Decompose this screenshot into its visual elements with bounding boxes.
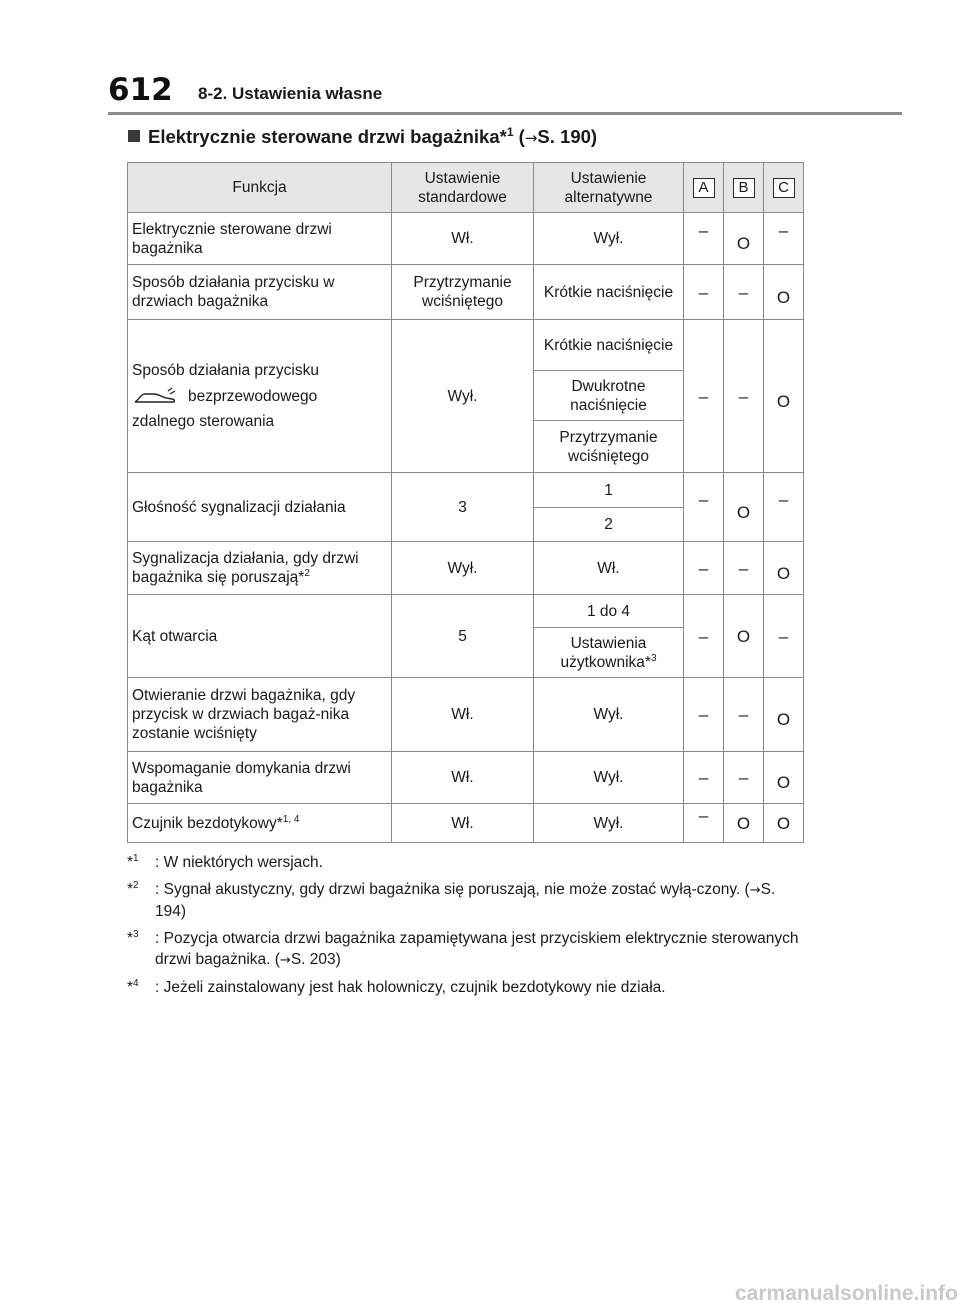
cell-b: [724, 473, 764, 542]
row-default: Wł.: [392, 752, 534, 804]
row-function-line: bezprzewodowego: [188, 387, 318, 405]
footnote-text: [155, 928, 803, 971]
header-default: Ustawienie standardowe: [392, 163, 534, 213]
row-default: Wł.: [392, 678, 534, 752]
cell-a: [684, 265, 724, 320]
row-function-text: Sygnalizacja działania, gdy drzwi bagażnika się poruszają*: [132, 550, 359, 586]
dash-mark: –: [778, 626, 789, 646]
cell-b: [724, 595, 764, 678]
cell-c: [764, 542, 804, 595]
header-col-a: [684, 163, 724, 213]
row-alternative: 1 do 4: [534, 595, 684, 628]
cell-a: [684, 678, 724, 752]
watermark: carmanualsonline.info: [735, 1282, 958, 1305]
row-function: Wspomaganie domykania drzwi bagażnika: [128, 752, 392, 804]
dash-mark: –: [698, 221, 709, 240]
section-page-ref: S. 190): [537, 126, 598, 147]
header-col-c: [764, 163, 804, 213]
cell-c: [764, 213, 804, 265]
row-function: [128, 320, 392, 473]
dash-mark: –: [778, 221, 789, 240]
cell-b: [724, 678, 764, 752]
dash-mark: –: [698, 768, 709, 787]
table-row: [128, 542, 804, 595]
table-row: [128, 320, 804, 371]
circle-mark: O: [776, 773, 791, 792]
footnote-number: 3: [133, 928, 139, 940]
section-ref-open: (: [513, 126, 525, 147]
circle-mark: O: [736, 502, 751, 522]
section-title-sup: 1: [506, 124, 514, 139]
circle-mark: O: [736, 234, 751, 253]
cell-b: [724, 752, 764, 804]
row-function-text: Czujnik bezdotykowy*: [132, 814, 283, 832]
footnote: [127, 879, 803, 922]
cell-a: [684, 542, 724, 595]
footnote: [127, 852, 803, 873]
row-function: Elektrycznie sterowane drzwi bagażnika: [128, 213, 392, 265]
page-number: 612: [108, 72, 173, 108]
row-default: 5: [392, 595, 534, 678]
row-alternative: 1: [534, 473, 684, 508]
table-row: [128, 752, 804, 804]
row-function: Kąt otwarcia: [128, 595, 392, 678]
header-function: Funkcja: [128, 163, 392, 213]
row-function: [128, 804, 392, 843]
dash-mark: –: [738, 386, 749, 406]
circle-mark: O: [776, 391, 791, 411]
footnote-text: : Jeżeli zainstalowany jest hak holowniczy, czujnik bezdotykowy nie działa.: [155, 979, 666, 996]
cell-c: [764, 752, 804, 804]
footnote-number: 2: [133, 879, 139, 891]
row-alternative-text: Ustawienia użytkownika*: [560, 634, 651, 671]
table-row: [128, 213, 804, 265]
dash-mark: –: [738, 705, 749, 724]
wireless-key-icon: [132, 386, 178, 406]
footnote-marker: *$^3$: [127, 928, 139, 947]
cell-b: [724, 320, 764, 473]
header-divider: [108, 112, 902, 115]
cell-a: [684, 804, 724, 843]
footnote: [127, 928, 803, 971]
row-alternative: Wył.: [534, 804, 684, 843]
footnote-number: 1: [133, 852, 139, 864]
cell-c: [764, 678, 804, 752]
row-default: Wł.: [392, 213, 534, 265]
cell-c: [764, 595, 804, 678]
row-alternative: Krótkie naciśnięcie: [534, 320, 684, 371]
footnote-number: 4: [133, 977, 139, 989]
row-function: Sposób działania przycisku w drzwiach bagażnika: [128, 265, 392, 320]
dash-mark: –: [698, 558, 709, 578]
footnote-ref: 3: [650, 652, 657, 664]
footnote-text: [155, 879, 803, 922]
cell-a: [684, 320, 724, 473]
row-default: Wył.: [392, 320, 534, 473]
row-default: 3: [392, 473, 534, 542]
cell-c: [764, 804, 804, 843]
table-row: [128, 678, 804, 752]
chapter-title: 8-2. Ustawienia własne: [198, 84, 383, 103]
table-row: [128, 265, 804, 320]
circle-mark: O: [736, 813, 751, 833]
row-function: Otwieranie drzwi bagażnika, gdy przycisk w drzwiach bagaż-nika zostanie wciśnięty: [128, 678, 392, 752]
circle-mark: O: [776, 563, 791, 583]
circle-mark: O: [736, 626, 751, 646]
section-heading: [128, 126, 597, 148]
row-alternative: Wył.: [534, 678, 684, 752]
circle-mark: O: [776, 287, 791, 307]
section-title: Elektrycznie sterowane drzwi bagażnika*: [148, 126, 507, 147]
right-arrow-icon: →: [279, 953, 291, 968]
row-alternative: Krótkie naciśnięcie: [534, 265, 684, 320]
row-function-line: Sposób działania przycisku: [132, 362, 319, 379]
cell-c: [764, 320, 804, 473]
row-default: Wył.: [392, 542, 534, 595]
footnote-ref: 2: [304, 567, 310, 579]
row-alternative: [534, 628, 684, 678]
dash-mark: –: [698, 282, 709, 302]
square-bullet-icon: [128, 130, 140, 142]
footnote-text-part: S. 194): [155, 881, 776, 920]
table-row: [128, 804, 804, 843]
right-arrow-icon: →: [749, 883, 761, 898]
footnote-ref: 1, 4: [282, 813, 300, 825]
row-function: Głośność sygnalizacji działania: [128, 473, 392, 542]
cell-a: [684, 595, 724, 678]
settings-table: [127, 162, 804, 843]
footnotes: [127, 852, 803, 1004]
row-default: Wł.: [392, 804, 534, 843]
table-row: [128, 595, 804, 628]
dash-mark: –: [778, 489, 789, 509]
row-alternative: Wł.: [534, 542, 684, 595]
dash-mark: –: [698, 805, 709, 825]
cell-b: [724, 804, 764, 843]
cell-c: [764, 265, 804, 320]
footnote-text-part: : Sygnał akustyczny, gdy drzwi bagażnika się poruszają, nie może zostać wyłą-czony. (: [155, 881, 750, 898]
dash-mark: –: [698, 705, 709, 724]
row-alternative: 2: [534, 508, 684, 542]
cell-a: [684, 752, 724, 804]
row-default: Przytrzymanie wciśniętego: [392, 265, 534, 320]
row-alternative: Wył.: [534, 752, 684, 804]
circle-mark: O: [776, 813, 791, 833]
footnote-text: : W niektórych wersjach.: [155, 854, 323, 871]
row-alternative: Wył.: [534, 213, 684, 265]
cell-a: [684, 213, 724, 265]
footnote-text-part: : Pozycja otwarcia drzwi bagażnika zapamiętywana jest przyciskiem elektrycznie sterowanych drzwi bagażnika. (: [155, 930, 799, 968]
footnote-text-part: S. 203): [290, 951, 341, 968]
dash-mark: –: [738, 768, 749, 787]
cell-b: [724, 265, 764, 320]
table-header-row: [128, 163, 804, 213]
footnote-marker: *$^2$: [127, 879, 139, 898]
row-function-line: zdalnego sterowania: [132, 413, 275, 430]
table-row: [128, 473, 804, 508]
dash-mark: –: [738, 558, 749, 578]
dash-mark: –: [698, 489, 709, 509]
dash-mark: –: [738, 282, 749, 302]
header-alternative: Ustawienie alternatywne: [534, 163, 684, 213]
col-a-label: A: [693, 178, 715, 198]
dash-mark: –: [698, 626, 709, 646]
footnote-marker: *$^4$: [127, 977, 139, 996]
col-b-label: B: [733, 178, 755, 198]
footnote: [127, 977, 803, 998]
row-alternative: Przytrzymanie wciśniętego: [534, 421, 684, 473]
footnote-marker: *$^1$: [127, 852, 139, 871]
col-c-label: C: [773, 178, 795, 198]
header-col-b: [724, 163, 764, 213]
circle-mark: O: [776, 710, 791, 729]
row-function-key-line: [132, 386, 387, 406]
row-function: [128, 542, 392, 595]
cell-b: [724, 213, 764, 265]
right-arrow-icon: →: [524, 129, 538, 147]
cell-c: [764, 473, 804, 542]
row-alternative: Dwukrotne naciśnięcie: [534, 371, 684, 421]
cell-a: [684, 473, 724, 542]
dash-mark: –: [698, 386, 709, 406]
cell-b: [724, 542, 764, 595]
